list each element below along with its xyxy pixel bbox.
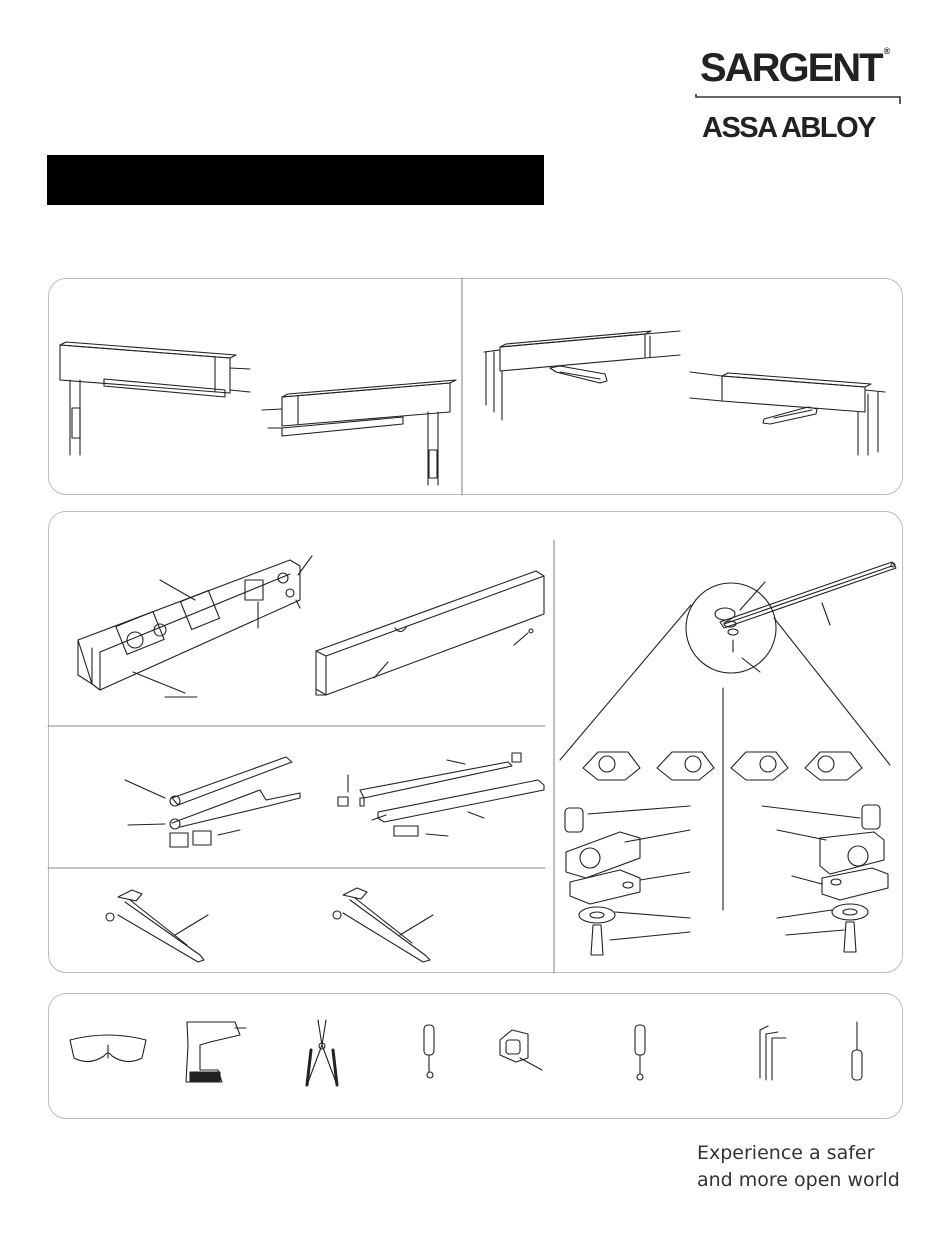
exploded-assembly-left: [565, 806, 690, 955]
flat-screwdriver-icon: [635, 1025, 645, 1080]
cover-illustration: [316, 571, 544, 695]
phillips-screwdriver-icon: [424, 1025, 434, 1078]
tagline-line-2: and more open world: [697, 1169, 900, 1191]
application-illustration-right-hand: [262, 380, 456, 485]
small-screwdriver-icon: [852, 1022, 862, 1080]
exploded-assembly-right: [762, 805, 888, 952]
pliers-icon: [307, 1020, 337, 1085]
hex-key-set-icon: [760, 1026, 786, 1080]
application-illustration-parallel-left: [484, 331, 680, 420]
assa-abloy-logo: ASSA ABLOY: [702, 112, 875, 144]
arms-illustration: [125, 757, 300, 847]
power-drill-icon: [186, 1022, 246, 1082]
tagline-line-1: Experience a safer: [697, 1142, 875, 1164]
track-illustration: [338, 753, 544, 836]
tagline: [697, 1140, 900, 1194]
registered-mark: ®: [883, 46, 891, 56]
brand-name: SARGENT: [700, 46, 882, 90]
tape-measure-icon: [500, 1030, 542, 1070]
closer-body-illustration: [78, 556, 312, 697]
safety-glasses-icon: [70, 1035, 146, 1062]
application-illustration-parallel-right: [690, 372, 885, 455]
standard-arm-illustration-right: [333, 888, 433, 962]
standard-arm-illustration-left: [106, 890, 208, 962]
application-illustration-left-hand: [60, 342, 250, 455]
long-arm-illustration: [560, 562, 896, 910]
